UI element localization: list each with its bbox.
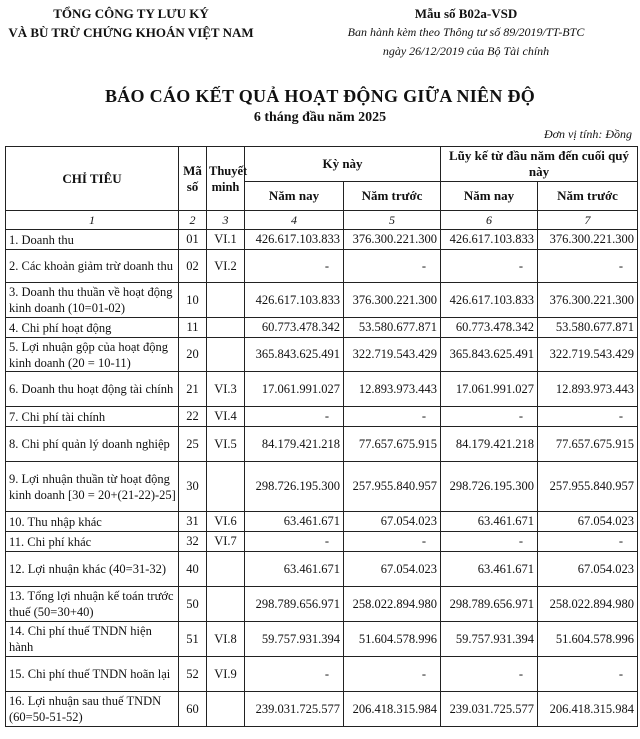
company-line-1: TỔNG CÔNG TY LƯU KÝ [53, 6, 209, 21]
row-code: 25 [179, 427, 207, 462]
row-value-ky-nay-nam-truoc: 206.418.315.984 [344, 692, 441, 727]
row-value-luy-ke-nam-nay: 17.061.991.027 [441, 372, 538, 407]
table-row [6, 230, 638, 250]
row-value-luy-ke-nam-nay: 63.461.671 [441, 512, 538, 532]
row-value-ky-nay-nam-nay: 365.843.625.491 [245, 338, 344, 372]
row-value-ky-nay-nam-nay: 298.726.195.300 [245, 462, 344, 512]
row-value-ky-nay-nam-truoc: - [344, 532, 441, 552]
row-code: 32 [179, 532, 207, 552]
row-code: 02 [179, 250, 207, 283]
row-value-luy-ke-nam-nay: - [441, 657, 538, 692]
row-code: 40 [179, 552, 207, 587]
row-value-ky-nay-nam-truoc: 67.054.023 [344, 552, 441, 587]
header-thuyet-minh: Thuyết minh [207, 147, 245, 211]
header-ma-so: Mã số [179, 147, 207, 211]
table-row [6, 250, 638, 283]
row-value-luy-ke-nam-nay: 298.789.656.971 [441, 587, 538, 622]
row-value-luy-ke-nam-nay: 60.773.478.342 [441, 318, 538, 338]
issued-line-1: Ban hành kèm theo Thông tư số 89/2019/TT-BTC [347, 25, 585, 39]
row-value-luy-ke-nam-truoc: - [538, 250, 638, 283]
row-value-ky-nay-nam-nay: 59.757.931.394 [245, 622, 344, 657]
row-label: 12. Lợi nhuận khác (40=31-32) [6, 552, 179, 587]
row-value-ky-nay-nam-truoc: 67.054.023 [344, 512, 441, 532]
row-code: 21 [179, 372, 207, 407]
table-row [6, 427, 638, 462]
header-nam-nay-luy-ke: Năm nay [441, 182, 538, 211]
row-value-luy-ke-nam-nay: 426.617.103.833 [441, 230, 538, 250]
row-value-luy-ke-nam-nay: 426.617.103.833 [441, 283, 538, 318]
row-value-luy-ke-nam-truoc: 67.054.023 [538, 512, 638, 532]
table-row [6, 587, 638, 622]
row-label: 10. Thu nhập khác [6, 512, 179, 532]
row-value-ky-nay-nam-truoc: - [344, 657, 441, 692]
header-nam-truoc: Năm trước [344, 182, 441, 211]
table-row [6, 657, 638, 692]
issued-line-2: ngày 26/12/2019 của Bộ Tài chính [382, 44, 550, 58]
table-row [6, 622, 638, 657]
row-label: 11. Chi phí khác [6, 532, 179, 552]
row-label: 3. Doanh thu thuần về hoạt động kinh doanh (10=01-02) [6, 283, 179, 318]
row-value-luy-ke-nam-truoc: 53.580.677.871 [538, 318, 638, 338]
form-info [296, 4, 636, 61]
table-row [6, 532, 638, 552]
row-value-ky-nay-nam-nay: 17.061.991.027 [245, 372, 344, 407]
row-value-luy-ke-nam-nay: 59.757.931.394 [441, 622, 538, 657]
row-value-luy-ke-nam-truoc: - [538, 657, 638, 692]
header-nam-truoc-luy-ke: Năm trước [538, 182, 638, 211]
row-value-luy-ke-nam-truoc: 257.955.840.957 [538, 462, 638, 512]
row-value-luy-ke-nam-nay: - [441, 250, 538, 283]
row-value-luy-ke-nam-nay: 84.179.421.218 [441, 427, 538, 462]
row-code: 20 [179, 338, 207, 372]
row-note: VI.5 [207, 427, 245, 462]
row-value-ky-nay-nam-nay: - [245, 532, 344, 552]
row-note: VI.7 [207, 532, 245, 552]
table-row [6, 372, 638, 407]
row-note [207, 552, 245, 587]
row-value-luy-ke-nam-nay: 239.031.725.577 [441, 692, 538, 727]
row-code: 10 [179, 283, 207, 318]
row-note: VI.2 [207, 250, 245, 283]
row-value-luy-ke-nam-truoc: 376.300.221.300 [538, 283, 638, 318]
row-label: 6. Doanh thu hoạt động tài chính [6, 372, 179, 407]
row-label: 15. Chi phí thuế TNDN hoãn lại [6, 657, 179, 692]
row-value-ky-nay-nam-nay: 426.617.103.833 [245, 230, 344, 250]
row-value-luy-ke-nam-truoc: 206.418.315.984 [538, 692, 638, 727]
header-nam-nay: Năm nay [245, 182, 344, 211]
row-value-ky-nay-nam-nay: 84.179.421.218 [245, 427, 344, 462]
row-value-luy-ke-nam-nay: 298.726.195.300 [441, 462, 538, 512]
row-value-ky-nay-nam-truoc: 257.955.840.957 [344, 462, 441, 512]
row-note [207, 587, 245, 622]
row-label: 2. Các khoản giảm trừ doanh thu [6, 250, 179, 283]
row-value-ky-nay-nam-truoc: 322.719.543.429 [344, 338, 441, 372]
row-value-ky-nay-nam-nay: 60.773.478.342 [245, 318, 344, 338]
report-title: BÁO CÁO KẾT QUẢ HOẠT ĐỘNG GIỮA NIÊN ĐỘ [104, 86, 536, 106]
row-label: 13. Tổng lợi nhuận kế toán trước thuế (50=30+40) [6, 587, 179, 622]
table-row [6, 283, 638, 318]
row-note: VI.9 [207, 657, 245, 692]
header-luy-ke: Lũy kế từ đầu năm đến cuối quý này [441, 147, 638, 182]
row-value-luy-ke-nam-nay: - [441, 407, 538, 427]
row-value-ky-nay-nam-truoc: 258.022.894.980 [344, 587, 441, 622]
row-code: 30 [179, 462, 207, 512]
row-code: 50 [179, 587, 207, 622]
index-cell: 7 [538, 211, 638, 230]
row-label: 7. Chi phí tài chính [6, 407, 179, 427]
row-value-ky-nay-nam-truoc: 77.657.675.915 [344, 427, 441, 462]
index-cell: 5 [344, 211, 441, 230]
row-label: 4. Chi phí hoạt động [6, 318, 179, 338]
row-code: 22 [179, 407, 207, 427]
row-label: 14. Chi phí thuế TNDN hiện hành [6, 622, 179, 657]
row-note [207, 283, 245, 318]
row-value-ky-nay-nam-nay: - [245, 657, 344, 692]
row-value-ky-nay-nam-truoc: - [344, 250, 441, 283]
table-row [6, 462, 638, 512]
row-note: VI.4 [207, 407, 245, 427]
index-cell: 3 [207, 211, 245, 230]
row-label: 1. Doanh thu [6, 230, 179, 250]
row-note: VI.6 [207, 512, 245, 532]
row-value-ky-nay-nam-truoc: 51.604.578.996 [344, 622, 441, 657]
row-code: 51 [179, 622, 207, 657]
row-value-luy-ke-nam-truoc: 376.300.221.300 [538, 230, 638, 250]
income-statement-table [5, 146, 638, 727]
column-index-row [6, 211, 638, 230]
row-code: 52 [179, 657, 207, 692]
row-value-ky-nay-nam-nay: - [245, 407, 344, 427]
row-value-ky-nay-nam-truoc: 12.893.973.443 [344, 372, 441, 407]
row-value-ky-nay-nam-truoc: 53.580.677.871 [344, 318, 441, 338]
row-value-luy-ke-nam-truoc: - [538, 407, 638, 427]
row-label: 16. Lợi nhuận sau thuế TNDN (60=50-51-52) [6, 692, 179, 727]
company-line-2: VÀ BÙ TRỪ CHỨNG KHOÁN VIỆT NAM [8, 25, 254, 40]
report-period: 6 tháng đầu năm 2025 [253, 110, 387, 125]
row-value-luy-ke-nam-truoc: 67.054.023 [538, 552, 638, 587]
row-value-ky-nay-nam-truoc: - [344, 407, 441, 427]
row-value-ky-nay-nam-nay: 239.031.725.577 [245, 692, 344, 727]
header-ky-nay: Kỳ này [245, 147, 441, 182]
row-note [207, 692, 245, 727]
row-value-luy-ke-nam-truoc: 77.657.675.915 [538, 427, 638, 462]
row-code: 60 [179, 692, 207, 727]
row-code: 31 [179, 512, 207, 532]
row-note [207, 338, 245, 372]
row-value-ky-nay-nam-truoc: 376.300.221.300 [344, 283, 441, 318]
index-cell: 1 [6, 211, 179, 230]
row-label: 8. Chi phí quản lý doanh nghiệp [6, 427, 179, 462]
row-value-luy-ke-nam-truoc: 51.604.578.996 [538, 622, 638, 657]
row-value-ky-nay-nam-nay: - [245, 250, 344, 283]
row-value-luy-ke-nam-truoc: 12.893.973.443 [538, 372, 638, 407]
row-value-ky-nay-nam-nay: 63.461.671 [245, 512, 344, 532]
row-value-luy-ke-nam-truoc: - [538, 532, 638, 552]
row-value-ky-nay-nam-truoc: 376.300.221.300 [344, 230, 441, 250]
table-row [6, 318, 638, 338]
table-row [6, 338, 638, 372]
company-name [0, 4, 262, 42]
index-cell: 4 [245, 211, 344, 230]
table-row [6, 552, 638, 587]
row-note: VI.3 [207, 372, 245, 407]
row-note: VI.1 [207, 230, 245, 250]
row-note [207, 318, 245, 338]
table-row [6, 512, 638, 532]
index-cell: 6 [441, 211, 538, 230]
row-code: 01 [179, 230, 207, 250]
row-note: VI.8 [207, 622, 245, 657]
row-code: 11 [179, 318, 207, 338]
index-cell: 2 [179, 211, 207, 230]
row-label: 5. Lợi nhuận gộp của hoạt động kinh doanh (20 = 10-11) [6, 338, 179, 372]
row-value-luy-ke-nam-nay: 365.843.625.491 [441, 338, 538, 372]
row-value-ky-nay-nam-nay: 426.617.103.833 [245, 283, 344, 318]
table-row [6, 407, 638, 427]
form-code: Mẫu số B02a-VSD [414, 6, 518, 21]
row-value-ky-nay-nam-nay: 298.789.656.971 [245, 587, 344, 622]
row-value-luy-ke-nam-nay: - [441, 532, 538, 552]
row-value-luy-ke-nam-truoc: 322.719.543.429 [538, 338, 638, 372]
row-value-luy-ke-nam-nay: 63.461.671 [441, 552, 538, 587]
row-note [207, 462, 245, 512]
row-value-ky-nay-nam-nay: 63.461.671 [245, 552, 344, 587]
table-row [6, 692, 638, 727]
currency-unit: Đơn vị tính: Đồng [543, 127, 632, 141]
header-chi-tieu: CHỈ TIÊU [6, 147, 179, 211]
row-label: 9. Lợi nhuận thuần từ hoạt động kinh doanh [30 = 20+(21-22)-25] [6, 462, 179, 512]
row-value-luy-ke-nam-truoc: 258.022.894.980 [538, 587, 638, 622]
